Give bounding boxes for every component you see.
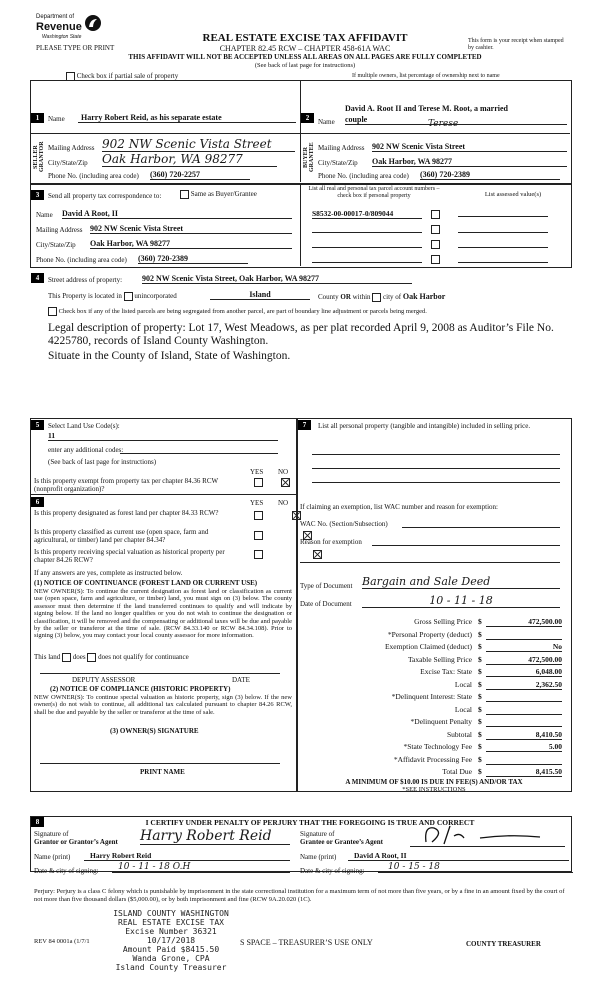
treasurer-space: S SPACE – TREASURER’S USE ONLY — [240, 938, 373, 947]
buyer-name-line1: David A. Root II and Terese M. Root, a married — [345, 104, 508, 113]
buyer-phone-label: Phone No. (including area code) — [318, 172, 409, 180]
dollar-sign: $ — [478, 742, 482, 751]
section-4-number: 4 — [31, 273, 44, 283]
parcel-line-4 — [312, 262, 422, 263]
corr-mailing: 902 NW Scenic Vista Street — [90, 224, 292, 234]
amount-value — [486, 692, 562, 702]
dollar-sign: $ — [478, 692, 482, 701]
current-use-question: Is this property classified as current use (open space, farm and agricultural, or timber) land per chapter 84.34? — [34, 528, 209, 544]
buyer-name-line2: couple — [345, 115, 567, 125]
amount-label: *Affidavit Processing Fee — [393, 754, 472, 764]
reason-label: Reason for exemption — [300, 538, 362, 546]
stamp-line: Excise Number 36321 — [125, 927, 217, 936]
parcel-number: S8532-00-00017-0/809044 — [312, 209, 422, 219]
dollar-sign: $ — [478, 704, 482, 714]
buyer-mailing: 902 NW Scenic Vista Street — [372, 142, 567, 152]
dollar-sign: $ — [478, 629, 482, 639]
corr-name-label: Name — [36, 211, 53, 219]
seller-city: Oak Harbor, WA 98277 — [102, 152, 277, 167]
logo-dept: Department of — [36, 14, 75, 20]
revenue-logo-icon — [84, 14, 102, 32]
exempt-question: Is this property exempt from property tax per chapter 84.36 RCW (nonprofit organization)? — [34, 477, 218, 493]
amount-value: 2,362.50 — [486, 680, 562, 690]
dollar-sign: $ — [478, 667, 482, 676]
amount-value: 6,048.00 — [486, 667, 562, 677]
yes-header-6: YES — [250, 499, 264, 507]
grantee-date-label: Date & city of signing: — [300, 867, 365, 875]
form-title: REAL ESTATE EXCISE TAX AFFIDAVIT — [202, 32, 408, 44]
assessed-header: List assessed value(s) — [484, 191, 542, 198]
notice1-title: (1) NOTICE OF CONTINUANCE (FOREST LAND OR CURRENT USE) — [34, 579, 258, 587]
assessed-line-1 — [458, 216, 548, 217]
current-use-yes-checkbox[interactable] — [254, 531, 263, 540]
treasurer-stamp — [96, 909, 246, 972]
amount-label: Gross Selling Price — [414, 617, 472, 626]
section-8-number: 8 — [31, 817, 44, 827]
doc-type: Bargain and Sale Deed — [362, 575, 560, 589]
section-1-number: 1 — [31, 113, 44, 123]
grantor-name-label: Name (print) — [34, 853, 71, 861]
grantor-signature: Harry Robert Reid — [140, 828, 290, 845]
amount-value: 472,500.00 — [486, 617, 562, 627]
section-3-number: 3 — [31, 190, 44, 200]
see-back: (See back of last page for instructions) — [254, 62, 356, 69]
notice2-body: NEW OWNER(S): To continue special valuation as historic property, sign (3) below. If the new owner(s) do not wish to continue, all additional tax calculated pursuant to chapter 84.26 RCW, shall be due and payable by the seller or transferor at the time of sale. — [34, 694, 292, 716]
grantor-date: 10 - 11 - 18 O.H — [112, 862, 290, 873]
same-as-checkbox[interactable] — [180, 190, 189, 199]
county-label: County — [318, 293, 339, 301]
reason-line — [372, 545, 560, 546]
assessed-line-2 — [458, 232, 548, 233]
continuance-row — [34, 653, 189, 662]
parcel-checkbox-2[interactable] — [431, 225, 440, 234]
amount-value — [486, 705, 562, 715]
grantee-signature-line — [410, 846, 565, 847]
land-use-code: 11 — [48, 431, 278, 441]
property-city: Oak Harbor — [402, 292, 446, 301]
grantor-agent-label: Grantor or Grantor’s Agent — [34, 838, 118, 846]
stamp-line: 10/17/2018 — [146, 936, 196, 945]
grantee-agent-label: Grantee or Grantee’s Agent — [300, 838, 384, 846]
corr-city-label: City/State/Zip — [36, 241, 76, 249]
or-label: OR — [340, 293, 351, 301]
seller-mailing-label: Mailing Address — [48, 144, 95, 152]
within-label: within — [352, 293, 371, 301]
seller-name: Harry Robert Reid, as his separate estate — [78, 113, 296, 123]
seller-city-label: City/State/Zip — [48, 159, 88, 167]
does-checkbox[interactable] — [62, 653, 71, 662]
amount-label: *State Technology Fee — [403, 742, 472, 751]
amount-value: 8,410.50 — [486, 730, 562, 740]
exempt-yes-checkbox[interactable] — [254, 478, 263, 487]
certify-statement: I CERTIFY UNDER PENALTY OF PERJURY THAT THE FOREGOING IS TRUE AND CORRECT — [145, 818, 475, 827]
amount-value: 472,500.00 — [486, 655, 562, 665]
forest-yes-checkbox[interactable] — [254, 511, 263, 520]
buyer-city: Oak Harbor, WA 98277 — [372, 157, 567, 167]
seller-name-label: Name — [48, 115, 65, 123]
county-treasurer: COUNTY TREASURER — [466, 940, 541, 948]
minimum-note: A MINIMUM OF $10.00 IS DUE IN FEE(S) AND/OR TAX — [345, 778, 523, 786]
located-label: This Property is located in — [48, 292, 122, 301]
historic-yes-checkbox[interactable] — [254, 550, 263, 559]
stamp-line: REAL ESTATE EXCISE TAX — [118, 918, 224, 927]
amount-value: 5.00 — [486, 742, 562, 752]
warning: THIS AFFIDAVIT WILL NOT BE ACCEPTED UNLESS ALL AREAS ON ALL PAGES ARE FULLY COMPLETED — [128, 53, 482, 61]
receipt-note: This form is your receipt when stamped by cashier. — [468, 38, 564, 51]
deputy-line — [40, 673, 280, 674]
grantee-signature — [420, 822, 560, 848]
date-label: DATE — [232, 676, 250, 684]
dollar-sign: $ — [478, 679, 482, 689]
doc-date-label: Date of Document — [300, 600, 352, 608]
segregated-checkbox[interactable] — [48, 307, 57, 316]
wac-label: WAC No. (Section/Subsection) — [300, 520, 388, 528]
personal-property-line-3 — [312, 482, 560, 483]
city-checkbox[interactable] — [372, 293, 381, 302]
additional-codes-line — [120, 453, 278, 454]
partial-sale-label: Check box if partial sale of property — [76, 72, 179, 81]
grantee-name: David A Root, II — [348, 851, 569, 861]
amount-label: Taxable Selling Price — [407, 654, 472, 664]
doc-type-label: Type of Document — [300, 582, 353, 590]
rev-number: REV 84 0001a (1/7/1 — [34, 938, 90, 945]
please-type: PLEASE TYPE OR PRINT — [36, 44, 115, 52]
wac-line — [402, 527, 560, 528]
section-5-number: 5 — [31, 420, 44, 430]
stamp-line: Amount Paid $8415.50 — [122, 945, 220, 954]
legal-description-2: Situate in the County of Island, State of Washington. — [48, 350, 291, 362]
additional-codes-label: enter any additional codes: — [48, 446, 124, 454]
corr-city: Oak Harbor, WA 98277 — [90, 239, 292, 249]
legal-description: Legal description of property: Lot 17, West Meadows, as per plat recorded April 9, 2008 as Auditor’s File No. 4225780, records of Island County Washington. — [48, 322, 554, 347]
segregated-row — [48, 307, 427, 316]
dollar-sign: $ — [478, 754, 482, 764]
amount-label: Excise Tax: State — [420, 667, 472, 676]
dollar-sign: $ — [478, 729, 482, 739]
no-header-5: NO — [278, 468, 289, 476]
parcel-header: List all real and personal tax parcel account numbers – check box if personal property — [308, 186, 440, 199]
reason-line-2 — [300, 562, 560, 563]
amount-value — [486, 717, 562, 727]
corr-phone: (360) 720-2389 — [138, 254, 248, 264]
exempt-no-checkbox[interactable] — [281, 478, 290, 487]
segregated-label: Check box if any of the listed parcels are being segregated from another parcel, are part of boundary line adjustment or parcels being merged. — [58, 307, 427, 315]
yes-header-5: YES — [250, 468, 264, 476]
parcel-line-3 — [312, 247, 422, 248]
doc-date: 10 - 11 - 18 — [362, 594, 560, 608]
stamp-line: Island County Treasurer — [115, 963, 227, 972]
same-as-row — [180, 190, 257, 199]
buyer-side-label: BUYER GRANTEE — [303, 142, 315, 172]
perjury-note: Perjury: Perjury is a class C felony which is punishable by imprisonment in the state correctional institution for a maximum term of not more than five years, or by a fine in an amount fixed by the court of not more than five thousand dollars ($5,000.00), or by both imprisonment and fine (RCW 9A.20.020 (1C). — [34, 888, 565, 903]
personal-property-line-2 — [312, 468, 560, 469]
land-use-label: Select Land Use Code(s): — [48, 422, 120, 430]
seller-phone-label: Phone No. (including area code) — [48, 172, 139, 180]
parcel-checkbox-3[interactable] — [431, 240, 440, 249]
section-6-number: 6 — [31, 497, 44, 507]
amount-label: Total Due — [442, 767, 472, 776]
located-row — [48, 292, 177, 301]
amount-value: 8,415.50 — [486, 767, 562, 777]
no-header-6: NO — [278, 499, 289, 507]
correspondence-label: Send all property tax correspondence to: — [48, 192, 162, 200]
amount-label: *Delinquent Interest: State — [391, 692, 472, 701]
historic-question: Is this property receiving special valuation as historical property per chapter 84.26 RCW? — [34, 548, 225, 564]
section-2-number: 2 — [301, 113, 314, 123]
stamp-line: ISLAND COUNTY WASHINGTON — [113, 909, 229, 918]
amount-label: Local — [454, 679, 472, 689]
unincorporated-checkbox[interactable] — [124, 292, 133, 301]
dollar-sign: $ — [478, 717, 482, 726]
section-7-number: 7 — [298, 420, 311, 430]
parcel-checkbox-4[interactable] — [431, 255, 440, 264]
form-chapter: CHAPTER 82.45 RCW – CHAPTER 458-61A WAC — [219, 44, 391, 53]
grantor-sig-label: Signature of — [34, 830, 69, 838]
city-of-label: city of — [383, 293, 402, 301]
corr-phone-label: Phone No. (including area code) — [36, 256, 127, 264]
does-not-checkbox[interactable] — [87, 653, 96, 662]
assessed-line-3 — [458, 247, 548, 248]
grantee-name-label: Name (print) — [300, 853, 337, 861]
amount-value: No — [486, 642, 562, 652]
print-name-label: PRINT NAME — [140, 768, 185, 776]
does-not-label: does not qualify for continuance — [98, 653, 189, 662]
multiple-owners-note: If multiple owners, list percentage of ownership next to name — [352, 73, 500, 79]
dollar-sign: $ — [478, 767, 482, 776]
grantee-date: 10 - 15 - 18 — [378, 862, 573, 873]
dollar-sign: $ — [478, 617, 482, 626]
buyer-handwritten-name: Terese — [428, 119, 459, 129]
buyer-city-label: City/State/Zip — [318, 159, 358, 167]
revenue-logo — [36, 14, 106, 46]
amount-label: Exemption Claimed (deduct) — [384, 642, 472, 651]
notice2-title: (2) NOTICE OF COMPLIANCE (HISTORIC PROPERTY) — [50, 685, 231, 693]
county-row — [318, 292, 445, 302]
assessed-line-4 — [458, 262, 548, 263]
amount-value — [486, 755, 562, 765]
amount-label: *Delinquent Penalty — [410, 717, 472, 726]
buyer-mailing-label: Mailing Address — [318, 144, 365, 152]
deputy-label: DEPUTY ASSESSOR — [72, 676, 136, 684]
land-use-see-back: (See back of last page for instructions) — [48, 458, 157, 466]
personal-property-label: List all personal property (tangible and intangible) included in selling price. — [318, 422, 531, 430]
seller-phone: (360) 720-2257 — [150, 170, 250, 180]
this-land-label: This land — [34, 653, 61, 662]
logo-name: Revenue — [36, 21, 82, 33]
grantor-name: Harry Robert Reid — [84, 851, 290, 861]
buyer-phone: (360) 720-2389 — [420, 170, 560, 180]
parties-frame — [30, 80, 572, 184]
amount-value — [486, 630, 562, 640]
corr-name: David A Root, II — [62, 209, 292, 219]
personal-property-line-1 — [312, 454, 560, 455]
owner-signature-label: (3) OWNER(S) SIGNATURE — [110, 727, 199, 735]
parcel-checkbox-1[interactable] — [431, 210, 440, 219]
amount-label: Subtotal — [446, 729, 472, 739]
property-street: 902 NW Scenic Vista Street, Oak Harbor, WA 98277 — [142, 274, 412, 284]
does-label: does — [72, 653, 86, 662]
amount-label: *Personal Property (deduct) — [387, 629, 472, 639]
seller-side-label: SELLER GRANTOR — [33, 141, 45, 173]
stamp-line: Wanda Grone, CPA — [132, 954, 210, 963]
dollar-sign: $ — [478, 642, 482, 651]
buyer-name-label: Name — [318, 118, 335, 126]
logo-sub: Washington State — [42, 34, 82, 40]
dollar-sign: $ — [478, 654, 482, 664]
if-yes-note: If any answers are yes, complete as instructed below. — [34, 569, 183, 577]
see-instructions: *SEE INSTRUCTIONS — [402, 786, 466, 793]
same-as-label: Same as Buyer/Grantee — [190, 190, 257, 199]
corr-mailing-label: Mailing Address — [36, 226, 83, 234]
notice1-body: NEW OWNER(S): To continue the current designation as forest land or classification as current use (open space, farm and agriculture, or timber) land, you must sign on (3) below. The county assessor must then determine if the land transferred continues to qualify and will indicate by signing below. If the land no longer qualifies or you do not wish to continue the designation or classification, it will be removed and the compensating or additional taxes will be due and payable by the seller or transferor at the time of sale. (RCW 84.33.140 or RCW 84.34.108). Prior to signing (3) below, you may contact your local county assessor for more information. — [34, 588, 292, 640]
owner-signature-line — [40, 763, 280, 764]
grantor-date-label: Date & city of signing: — [34, 867, 99, 875]
exemption-label: If claiming an exemption, list WAC number and reason for exemption: — [300, 503, 498, 511]
seller-mailing: 902 NW Scenic Vista Street — [102, 137, 295, 152]
parcel-line-2 — [312, 232, 422, 233]
amount-label: Local — [454, 704, 472, 714]
grantee-sig-label: Signature of — [300, 830, 335, 838]
forest-question: Is this property designated as forest land per chapter 84.33 RCW? — [34, 509, 219, 517]
unincorporated-label: unincorporated — [134, 292, 177, 301]
street-label: Street address of property: — [48, 276, 123, 284]
property-county: Island — [210, 290, 310, 300]
